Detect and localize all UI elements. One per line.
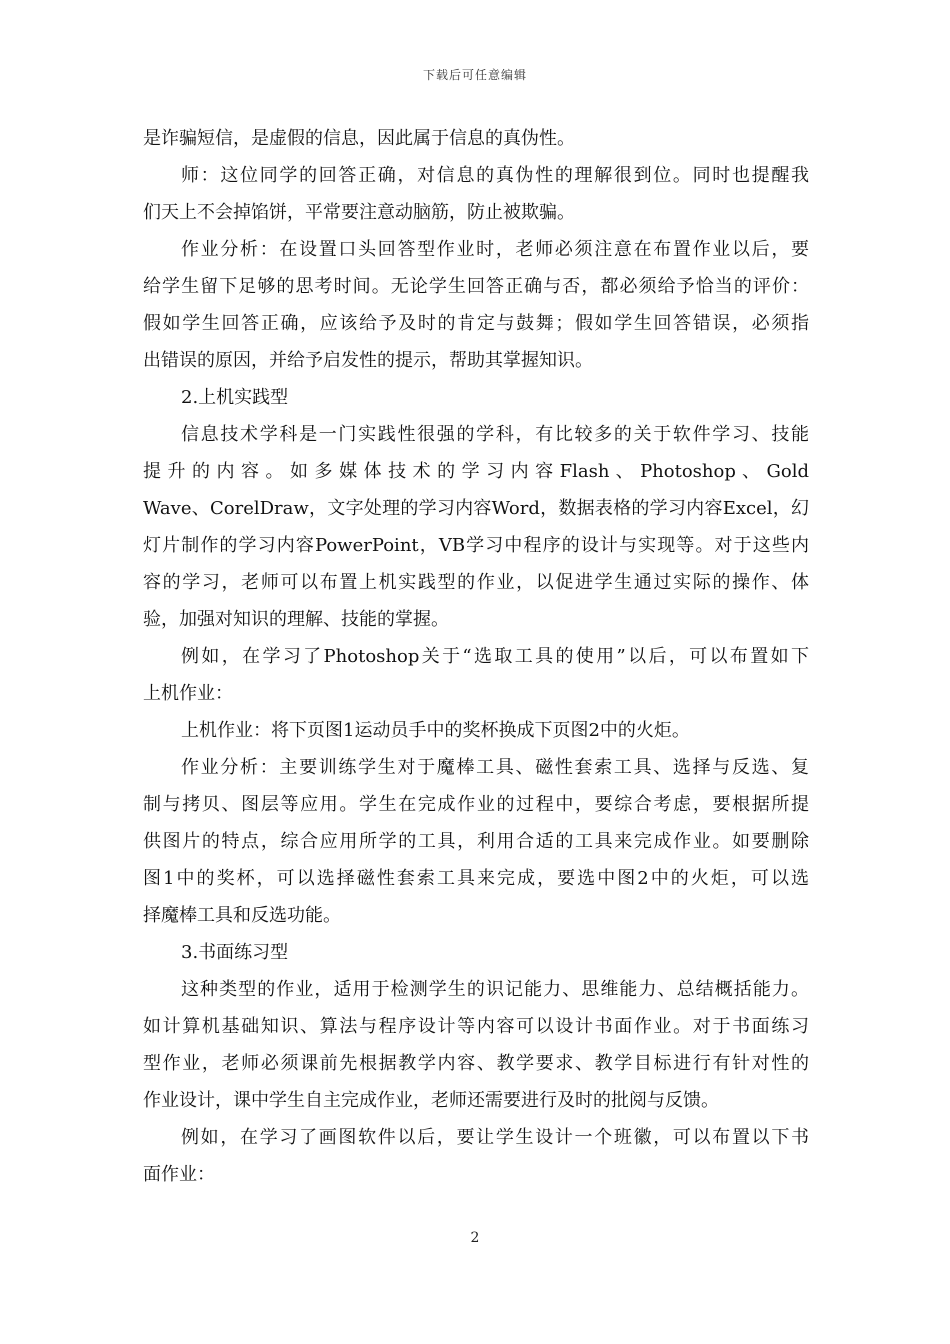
text-line: 作业分析：在设置口头回答型作业时，老师必须注意在布置作业以后，要 <box>181 239 809 260</box>
text-line: 图1中的奖杯，可以选择磁性套索工具来完成，要选中图2中的火炬，可以选 <box>143 868 809 889</box>
page-number: 2 <box>470 1230 480 1246</box>
text-line: 供图片的特点，综合应用所学的工具，利用合适的工具来完成作业。如要删除 <box>143 831 809 852</box>
text-line: 作业设计，课中学生自主完成作业，老师还需要进行及时的批阅与反馈。 <box>143 1090 719 1111</box>
text-line: 2.上机实践型 <box>181 387 289 408</box>
text-line: 灯片制作的学习内容PowerPoint，VB学习中程序的设计与实现等。对于这些内 <box>143 535 809 556</box>
text-line: 信息技术学科是一门实践性很强的学科，有比较多的关于软件学习、技能 <box>181 424 809 445</box>
document-body <box>143 120 809 1193</box>
text-line: 验，加强对知识的理解、技能的掌握。 <box>143 609 449 630</box>
page-header: 下载后可任意编辑 <box>422 68 527 82</box>
text-line: 师：这位同学的回答正确，对信息的真伪性的理解很到位。同时也提醒我 <box>181 165 809 186</box>
text-line: 例如，在学习了画图软件以后，要让学生设计一个班徽，可以布置以下书 <box>181 1127 809 1148</box>
text-line: 容的学习，老师可以布置上机实践型的作业，以促进学生通过实际的操作、体 <box>143 572 809 593</box>
text-line: 们天上不会掉馅饼，平常要注意动脑筋，防止被欺骗。 <box>143 202 575 223</box>
text-line: 上机作业： <box>143 683 233 704</box>
text-line: 出错误的原因，并给予启发性的提示，帮助其掌握知识。 <box>143 350 593 371</box>
text-line: 上机作业：将下页图1运动员手中的奖杯换成下页图2中的火炬。 <box>181 720 690 741</box>
text-line: 给学生留下足够的思考时间。无论学生回答正确与否，都必须给予恰当的评价： <box>143 276 809 297</box>
text-line: 如计算机基础知识、算法与程序设计等内容可以设计书面作业。对于书面练习 <box>143 1016 809 1037</box>
text-line: 型作业，老师必须课前先根据教学内容、教学要求、教学目标进行有针对性的 <box>143 1053 809 1074</box>
text-line: 择魔棒工具和反选功能。 <box>143 905 341 926</box>
text-line: 提 升 的 内 容 。 如 多 媒 体 技 术 的 学 习 内 容 Flash 、 Photoshop 、 Gold <box>143 461 809 482</box>
text-line: Wave、CorelDraw，文字处理的学习内容Word，数据表格的学习内容Excel，幻 <box>143 498 809 519</box>
text-line: 制与拷贝、图层等应用。学生在完成作业的过程中，要综合考虑，要根据所提 <box>143 794 809 815</box>
text-line: 这种类型的作业，适用于检测学生的识记能力、思维能力、总结概括能力。 <box>181 979 809 1000</box>
text-line: 假如学生回答正确，应该给予及时的肯定与鼓舞；假如学生回答错误，必须指 <box>143 313 809 334</box>
text-line: 是诈骗短信，是虚假的信息，因此属于信息的真伪性。 <box>143 128 575 149</box>
text-line: 作业分析：主要训练学生对于魔棒工具、磁性套索工具、选择与反选、复 <box>181 757 809 778</box>
text-line: 3.书面练习型 <box>181 942 289 963</box>
text-line: 例如，在学习了Photoshop关于“选取工具的使用”以后，可以布置如下 <box>181 646 809 667</box>
text-line: 面作业： <box>143 1164 215 1185</box>
